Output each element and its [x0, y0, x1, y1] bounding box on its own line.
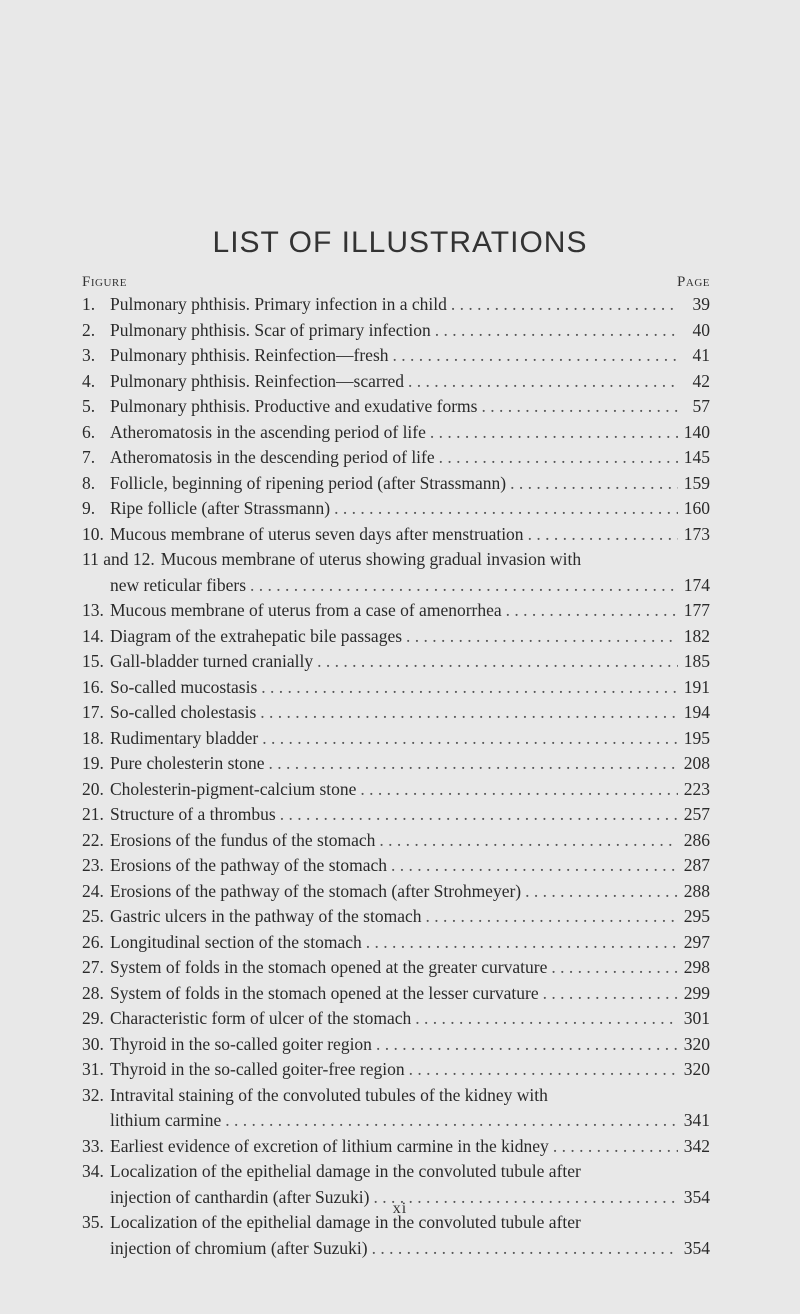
figure-caption: Cholesterin-pigment-calcium stone: [110, 778, 357, 799]
figure-caption-continued: injection of chromium (after Suzuki): [110, 1237, 368, 1258]
figure-caption: Pulmonary phthisis. Productive and exudative forms: [110, 396, 478, 416]
figure-number: 4.: [82, 370, 96, 391]
page-number: 173: [683, 523, 710, 544]
figure-caption: Thyroid in the so-called goiter-free region: [110, 1059, 405, 1079]
page-number: 194: [683, 702, 710, 722]
list-item: [82, 292, 710, 318]
page-number: 39: [692, 294, 710, 314]
figure-caption: Mucous membrane of uterus from a case of amenorrhea: [110, 600, 502, 620]
page-title: LIST OF ILLUSTRATIONS: [212, 226, 588, 259]
dot-leader: [426, 904, 679, 930]
dot-leader: [366, 930, 678, 956]
list-item: [82, 828, 710, 854]
page-number: 182: [683, 625, 710, 646]
dot-leader: [376, 1032, 678, 1058]
list-item: [82, 777, 710, 803]
page-number: 257: [683, 804, 710, 824]
dot-leader: [528, 522, 678, 548]
figure-number: 2.: [82, 319, 96, 340]
list-item: [82, 726, 710, 752]
figure-number: 32.: [82, 1084, 104, 1105]
figure-number: 30.: [82, 1033, 104, 1054]
figure-number: 10.: [82, 523, 104, 544]
list-item: [82, 369, 710, 395]
figure-caption: Pulmonary phthisis. Scar of primary infection: [110, 319, 431, 340]
figure-caption: Gall-bladder turned cranially: [110, 651, 314, 671]
page-number: 286: [683, 829, 710, 850]
dot-leader: [269, 751, 678, 777]
list-item: [82, 700, 710, 726]
dot-leader: [415, 1006, 678, 1032]
figure-caption: Rudimentary bladder: [110, 727, 259, 748]
figure-number: 33.: [82, 1135, 104, 1156]
page-number: 298: [683, 957, 710, 977]
dot-leader: [451, 292, 678, 318]
list-item: [82, 547, 710, 598]
figure-caption: System of folds in the stomach opened at the lesser curvature: [110, 982, 539, 1003]
dot-leader: [334, 496, 678, 522]
dot-leader: [553, 1134, 678, 1160]
figure-number: 16.: [82, 676, 104, 697]
page-number: 354: [683, 1237, 710, 1258]
figure-caption-continued: new reticular fibers: [110, 574, 247, 595]
figure-number: 5.: [82, 396, 96, 416]
figure-caption-continued: injection of canthardin (after Suzuki): [110, 1186, 370, 1207]
figure-number: 24.: [82, 880, 104, 901]
figure-caption: Thyroid in the so-called goiter region: [110, 1033, 372, 1054]
column-headers: [82, 274, 710, 291]
figure-number: 9.: [82, 498, 96, 518]
list-item: [82, 649, 710, 675]
dot-leader: [510, 471, 678, 497]
figure-number: 15.: [82, 651, 104, 671]
list-item: [82, 904, 710, 930]
figure-number: 23.: [82, 855, 104, 875]
figure-caption-continued: lithium carmine: [110, 1110, 222, 1130]
figure-caption: Atheromatosis in the ascending period of life: [110, 421, 426, 442]
list-item: [82, 522, 710, 548]
page-number: 42: [692, 370, 710, 391]
figure-number: 27.: [82, 957, 104, 977]
list-item: [82, 751, 710, 777]
page-column-header: Page: [677, 274, 710, 290]
figure-number: 35.: [82, 1212, 104, 1232]
list-item: [82, 598, 710, 624]
figure-number: 28.: [82, 982, 104, 1003]
dot-leader: [409, 1057, 678, 1083]
list-item: [82, 802, 710, 828]
page-number: 208: [683, 753, 710, 773]
dot-leader: [551, 955, 678, 981]
page-number: 297: [683, 931, 710, 952]
figure-number: 21.: [82, 804, 104, 824]
page-number: 223: [683, 778, 710, 799]
list-item: [82, 955, 710, 981]
figure-number: 14.: [82, 625, 104, 646]
figure-caption: System of folds in the stomach opened at the greater curvature: [110, 957, 548, 977]
figure-number: 7.: [82, 447, 96, 467]
dot-leader: [372, 1236, 678, 1262]
figure-caption: Pulmonary phthisis. Reinfection—fresh: [110, 345, 389, 365]
dot-leader: [506, 598, 678, 624]
figure-caption: Pulmonary phthisis. Primary infection in a child: [110, 294, 447, 314]
figure-caption: Mucous membrane of uterus showing gradual invasion with: [160, 549, 582, 569]
dot-leader: [408, 369, 678, 395]
figure-caption: Erosions of the pathway of the stomach: [110, 855, 388, 875]
page-number: 174: [683, 574, 710, 595]
figure-caption: So-called mucostasis: [110, 676, 258, 697]
dot-leader: [260, 700, 678, 726]
dot-leader: [391, 853, 678, 879]
figure-caption: Intravital staining of the convoluted tubules of the kidney with: [110, 1084, 548, 1105]
list-item: [82, 930, 710, 956]
illustrations-list: [82, 292, 710, 1261]
dot-leader: [439, 445, 678, 471]
page-number: 40: [692, 319, 710, 340]
list-item: [82, 445, 710, 471]
page-number: 287: [683, 855, 710, 875]
figure-caption: Structure of a thrombus: [110, 804, 276, 824]
page-number: 195: [683, 727, 710, 748]
page-number: 140: [683, 421, 710, 442]
dot-leader: [280, 802, 678, 828]
list-item: [82, 1032, 710, 1058]
dot-leader: [379, 828, 678, 854]
dot-leader: [525, 879, 678, 905]
figure-caption: Longitudinal section of the stomach: [110, 931, 362, 952]
figure-number: 26.: [82, 931, 104, 952]
dot-leader: [543, 981, 678, 1007]
page-number: 57: [692, 396, 710, 416]
list-item: [82, 1057, 710, 1083]
page-folio: xi: [392, 1200, 408, 1217]
dot-leader: [317, 649, 678, 675]
page-number: 160: [683, 498, 710, 518]
list-item: [82, 981, 710, 1007]
page-number: 301: [683, 1008, 710, 1028]
figure-number: 25.: [82, 906, 104, 926]
figure-number: 1.: [82, 294, 96, 314]
page-number: 295: [683, 906, 710, 926]
figure-number: 6.: [82, 421, 96, 442]
page-number: 288: [683, 880, 710, 901]
list-item: [82, 624, 710, 650]
figure-caption: Diagram of the extrahepatic bile passages: [110, 625, 403, 646]
dot-leader: [393, 343, 678, 369]
list-item: [82, 879, 710, 905]
figure-caption: Ripe follicle (after Strassmann): [110, 498, 331, 518]
figure-number: 13.: [82, 600, 104, 620]
list-item: [82, 394, 710, 420]
figure-number: 8.: [82, 472, 96, 493]
page-number: 342: [683, 1135, 710, 1156]
figure-number: 34.: [82, 1161, 104, 1181]
list-item: [82, 496, 710, 522]
list-item: [82, 675, 710, 701]
dot-leader: [430, 420, 678, 446]
figure-caption: Atheromatosis in the descending period of life: [110, 447, 435, 467]
page-number: 177: [683, 600, 710, 620]
list-item: [82, 853, 710, 879]
list-item: [82, 318, 710, 344]
figure-caption: Erosions of the fundus of the stomach: [110, 829, 376, 850]
list-item: [82, 420, 710, 446]
figure-number: 31.: [82, 1059, 104, 1079]
list-item: [82, 1134, 710, 1160]
figure-caption: Gastric ulcers in the pathway of the stomach: [110, 906, 422, 926]
figure-caption: Pulmonary phthisis. Reinfection—scarred: [110, 370, 405, 391]
figure-number: 29.: [82, 1008, 104, 1028]
dot-leader: [225, 1108, 678, 1134]
page-number: 320: [683, 1033, 710, 1054]
figure-number: 11 and 12.: [82, 549, 155, 569]
figure-column-header: Figure: [82, 274, 127, 290]
page-number: 354: [683, 1186, 710, 1207]
list-item: [82, 1083, 710, 1134]
figure-caption: Localization of the epithelial damage in the convoluted tubule after: [110, 1212, 581, 1232]
dot-leader: [406, 624, 678, 650]
figure-caption: Localization of the epithelial damage in the convoluted tubule after: [110, 1161, 581, 1181]
page-number: 341: [683, 1110, 710, 1130]
list-item: [82, 1006, 710, 1032]
page-number: 41: [692, 345, 710, 365]
page-number: 159: [683, 472, 710, 493]
dot-leader: [481, 394, 678, 420]
dot-leader: [261, 675, 678, 701]
dot-leader: [250, 573, 678, 599]
figure-caption: Pure cholesterin stone: [110, 753, 265, 773]
figure-caption: Characteristic form of ulcer of the stomach: [110, 1008, 412, 1028]
dot-leader: [435, 318, 678, 344]
figure-caption: Erosions of the pathway of the stomach (after Strohmeyer): [110, 880, 522, 901]
page-number: 145: [683, 447, 710, 467]
figure-caption: So-called cholestasis: [110, 702, 257, 722]
page-number: 185: [683, 651, 710, 671]
page-number: 299: [683, 982, 710, 1003]
page-number: 320: [683, 1059, 710, 1079]
list-item: [82, 471, 710, 497]
page-number: 191: [683, 676, 710, 697]
figure-number: 17.: [82, 702, 104, 722]
dot-leader: [360, 777, 678, 803]
list-item: [82, 343, 710, 369]
figure-number: 20.: [82, 778, 104, 799]
figure-caption: Earliest evidence of excretion of lithium carmine in the kidney: [110, 1135, 549, 1156]
dot-leader: [262, 726, 678, 752]
figure-number: 18.: [82, 727, 104, 748]
figure-caption: Mucous membrane of uterus seven days after menstruation: [110, 523, 524, 544]
figure-caption: Follicle, beginning of ripening period (after Strassmann): [110, 472, 507, 493]
figure-number: 19.: [82, 753, 104, 773]
figure-number: 22.: [82, 829, 104, 850]
figure-number: 3.: [82, 345, 96, 365]
